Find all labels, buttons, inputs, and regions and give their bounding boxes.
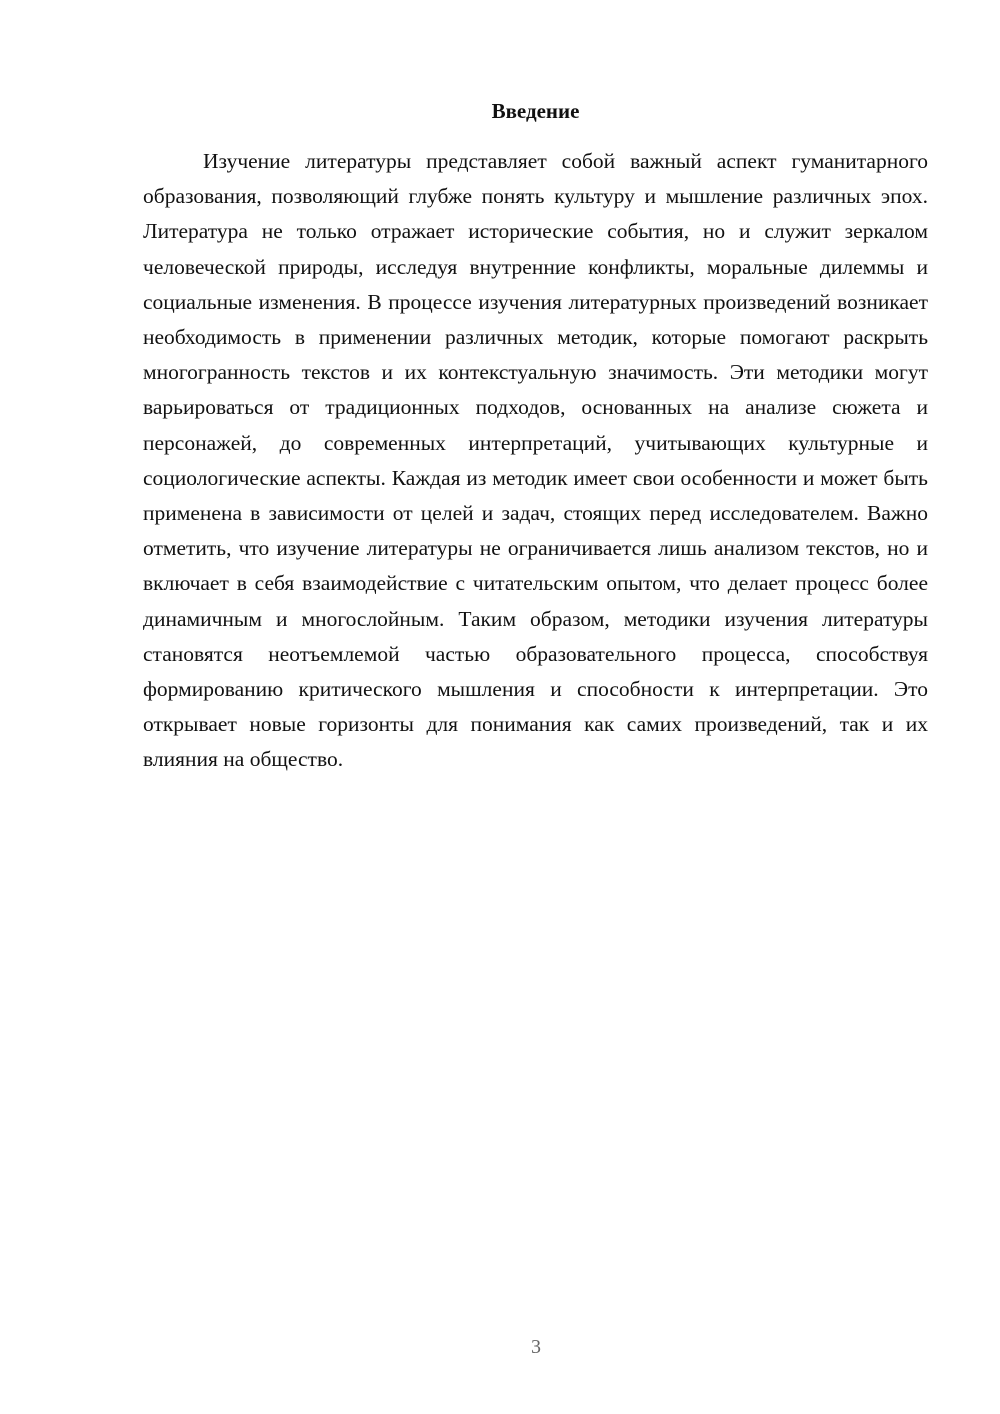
page-number: 3	[531, 1336, 541, 1358]
section-heading: Введение	[491, 99, 580, 123]
body-paragraph: Изучение литературы представляет собой важный аспект гуманитарного образования, позволяющий глубже понять культуру и мышление различных эпох. Литература не только отражает исторические события, но и служит зеркалом человеческой природы, исследуя внутренние конфликты, моральные дилеммы и социальные изменения. В процессе изучения литературных произведений возникает необходимость в применении различных методик, которые помогают раскрыть многогранность текстов и их контекстуальную значимость. Эти методики могут варьироваться от традиционных подходов, основанных на анализе сюжета и персонажей, до современных интерпретаций, учитывающих культурные и социологические аспекты. Каждая из методик имеет свои особенности и может быть применена в зависимости от целей и задач, стоящих перед исследователем. Важно отметить, что изучение литературы не ограничивается лишь анализом текстов, но и включает в себя взаимодействие с читательским опытом, что делает процесс более динамичным и многослойным. Таким образом, методики изучения литературы становятся неотъемлемой частью образовательного процесса, способствуя формированию критического мышления и способности к интерпретации. Это открывает новые горизонты для понимания как самих произведений, так и их влияния на общество.	[143, 149, 928, 772]
